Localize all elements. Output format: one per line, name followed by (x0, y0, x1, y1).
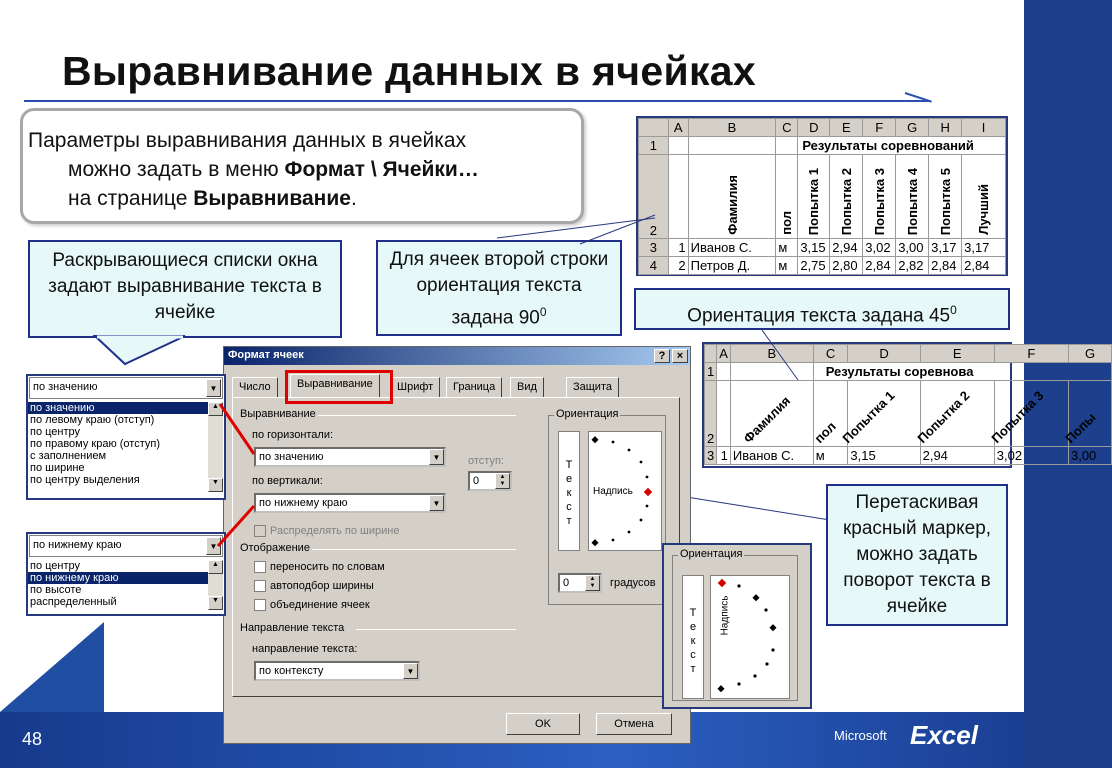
wrap-label: переносить по словам (270, 561, 385, 573)
col-header: C (776, 119, 798, 137)
intro-page-name: Выравнивание (193, 187, 351, 210)
row-header: 2 (639, 155, 669, 239)
tab-alignment[interactable]: Выравнивание (290, 374, 380, 398)
vertical-header: Попытка 1 (806, 167, 822, 235)
orientation-zoom-title: Ориентация (680, 548, 743, 560)
row-header: 4 (639, 257, 669, 275)
cell: 2 (668, 257, 688, 275)
cell: 1 (717, 447, 731, 465)
diagonal-header: пол (811, 418, 839, 446)
scroll-down-icon[interactable]: ▼ (208, 478, 223, 492)
callout-vertical-text: Для ячеек второй строки ориентация текста задана 90 (389, 249, 609, 329)
vertical-header: пол (779, 211, 795, 235)
vertical-text-letter: Т (689, 607, 697, 619)
spin-arrows-icon[interactable]: ▲ ▼ (495, 473, 510, 489)
vertical-text-letter: е (565, 473, 573, 485)
footer-product: Excel (910, 720, 978, 750)
cell: 3,17 (962, 239, 1006, 257)
vertical-text-letter: к (566, 487, 572, 499)
sheet-title-cell: Результаты соревнова (813, 363, 1112, 381)
vertical-header: Лучший (976, 184, 992, 235)
cell: 2,82 (896, 257, 929, 275)
diagonal-header: Попытка 1 (839, 387, 898, 446)
autofit-label: автоподбор ширины (270, 580, 374, 592)
cell: 3,17 (929, 239, 962, 257)
list-item[interactable]: по значению (28, 402, 208, 414)
indent-label: отступ: (468, 455, 504, 467)
col-header: G (1068, 345, 1111, 363)
intro-line-2-text: можно задать в меню (68, 158, 285, 181)
tab-font[interactable]: Шрифт (390, 377, 440, 397)
page-number: 48 (22, 729, 43, 749)
spin-arrows-icon[interactable]: ▲ ▼ (585, 575, 600, 591)
row-header: 3 (639, 239, 669, 257)
cell: 3,15 (798, 239, 830, 257)
cell: 2,80 (830, 257, 863, 275)
merge-label: объединение ячеек (270, 599, 370, 611)
cell: 3,15 (848, 447, 920, 465)
cell: 2,75 (798, 257, 830, 275)
vertical-header: Попытка 2 (838, 167, 854, 235)
vertical-text-letter: т (566, 515, 572, 527)
horizontal-select-value: по значению (259, 451, 324, 463)
orientation-zoom-vertical-text[interactable] (682, 575, 704, 699)
scroll-up-icon[interactable]: ▲ (208, 402, 223, 416)
vertical-text-letter: Т (565, 459, 573, 471)
indent-value: 0 (473, 475, 480, 487)
vertical-label: по вертикали: (252, 475, 323, 487)
cell: Иванов С. (688, 239, 776, 257)
list-item[interactable]: по центру (30, 560, 81, 572)
cell: Петров Д. (688, 257, 776, 275)
diagonal-header: Попытка 3 (988, 387, 1047, 446)
distribute-label: Распределять по ширине (270, 525, 400, 537)
col-header: E (920, 345, 994, 363)
chevron-down-icon[interactable]: ▼ (429, 449, 444, 465)
direction-group-label: Направление текста (240, 622, 345, 634)
list-item[interactable]: по центру (30, 426, 81, 438)
degrees-label: градусов (610, 577, 656, 589)
orientation-group-label: Ориентация (556, 408, 619, 420)
col-header: F (994, 345, 1068, 363)
col-header: F (863, 119, 896, 137)
direction-select-value: по контексту (259, 665, 324, 677)
chevron-down-icon[interactable]: ▼ (403, 663, 418, 679)
direction-label: направление текста: (252, 643, 358, 655)
list-item[interactable]: с заполнением (30, 450, 107, 462)
col-header: B (730, 345, 813, 363)
cell: 2,94 (920, 447, 994, 465)
chevron-down-icon[interactable]: ▼ (206, 379, 221, 397)
orientation-sample-text: Надпись (593, 486, 633, 497)
tab-view[interactable]: Вид (510, 377, 544, 397)
vertical-text-letter: е (689, 621, 697, 633)
zoom-dial-dots (711, 576, 789, 698)
vertical-header: Попытка 5 (937, 167, 953, 235)
col-header: E (830, 119, 863, 137)
orientation-zoom-panel (662, 543, 812, 709)
cell: м (813, 447, 848, 465)
cell: 2,94 (830, 239, 863, 257)
intro-menu-path: Формат \ Ячейки… (284, 158, 479, 181)
row-header: 3 (705, 447, 717, 465)
cell: 2,84 (929, 257, 962, 275)
chevron-down-icon[interactable]: ▼ (206, 537, 221, 555)
cell: м (776, 239, 798, 257)
cell: 3,02 (863, 239, 896, 257)
cancel-button[interactable]: Отмена (596, 713, 672, 735)
ok-button[interactable]: OK (506, 713, 580, 735)
cell: 2,84 (863, 257, 896, 275)
col-header: B (688, 119, 776, 137)
vertical-text-letter: к (690, 635, 696, 647)
col-header: G (896, 119, 929, 137)
cell: 3,00 (1068, 447, 1111, 465)
list-item[interactable]: по правому краю (отступ) (30, 438, 160, 450)
col-header: D (848, 345, 920, 363)
col-header: H (929, 119, 962, 137)
row-header: 2 (705, 381, 717, 447)
display-group-label: Отображение (240, 542, 310, 554)
scroll-up-icon[interactable]: ▲ (208, 560, 223, 574)
dialog-title: Формат ячеек (224, 347, 690, 365)
orientation-zoom-dial[interactable] (710, 575, 790, 699)
list-item[interactable]: распределенный (30, 596, 117, 608)
col-header: A (668, 119, 688, 137)
list-item[interactable]: по левому краю (отступ) (30, 414, 155, 426)
footer-brand: Microsoft (834, 728, 887, 743)
callout-vertical-degree: 0 (539, 305, 547, 319)
row-header: 1 (639, 137, 669, 155)
orientation-zoom-sample: Надпись (719, 595, 731, 636)
alignment-group-label: Выравнивание (240, 408, 316, 420)
degrees-value: 0 (563, 577, 570, 589)
cell (1062, 381, 1111, 447)
vertical-dropdown-value: по нижнему краю (33, 539, 122, 551)
list-item[interactable]: по высоте (30, 584, 82, 596)
intro-period: . (350, 187, 357, 210)
horizontal-label: по горизонтали: (252, 429, 334, 441)
help-button[interactable]: ? (654, 349, 670, 363)
col-header: C (813, 345, 848, 363)
callout-drag-marker (826, 484, 1008, 626)
tab-protection[interactable]: Защита (566, 377, 619, 397)
tab-number[interactable]: Число (232, 377, 278, 397)
cell: Иванов С. (730, 447, 813, 465)
tab-border[interactable]: Граница (446, 377, 502, 397)
vertical-text-letter: т (690, 663, 696, 675)
vertical-text-letter: с (566, 501, 572, 513)
vertical-select-value: по нижнему краю (259, 497, 348, 509)
callout-diagonal-degree: 0 (950, 303, 957, 317)
callout-drag-text: Перетаскивая красный маркер, можно задать поворот текста в ячейке (842, 492, 992, 617)
col-header: D (798, 119, 830, 137)
cell: 3,00 (896, 239, 929, 257)
cell: 1 (668, 239, 688, 257)
list-item[interactable]: по нижнему краю (28, 572, 208, 584)
list-item[interactable]: по центру выделения (30, 474, 140, 486)
col-header: A (717, 345, 731, 363)
horizontal-dropdown-value: по значению (33, 381, 98, 393)
callout-diagonal-text: Ориентация текста задана 45 (687, 305, 951, 327)
chevron-down-icon[interactable]: ▼ (429, 495, 444, 511)
row-header: 1 (705, 363, 717, 381)
vertical-header: Попытка 4 (904, 167, 920, 235)
scroll-down-icon[interactable]: ▼ (208, 596, 223, 610)
sheet-title-cell: Результаты соревнований (798, 137, 1006, 155)
vertical-header: Попытка 3 (871, 167, 887, 235)
cell: 2,84 (962, 257, 1006, 275)
intro-line-3-text: на странице (68, 187, 194, 210)
slide-title: Выравнивание данных в ячейках (62, 48, 756, 94)
vertical-text-letter: с (690, 649, 696, 661)
diagonal-header: Попытка 2 (914, 387, 973, 446)
cell: 3,02 (994, 447, 1068, 465)
intro-line-1: Параметры выравнивания данных в ячейках (28, 129, 467, 152)
list-item[interactable]: по ширине (30, 462, 85, 474)
close-button[interactable]: × (672, 349, 688, 363)
col-header: I (962, 119, 1006, 137)
diagonal-header: Фамилия (740, 393, 794, 446)
vertical-header: Фамилия (724, 175, 740, 235)
cell: м (776, 257, 798, 275)
callout-dropdowns-text: Раскрывающиеся списки окна задают выравнивание текста в ячейке (48, 250, 322, 323)
diagonal-header: Попы (1062, 409, 1099, 446)
